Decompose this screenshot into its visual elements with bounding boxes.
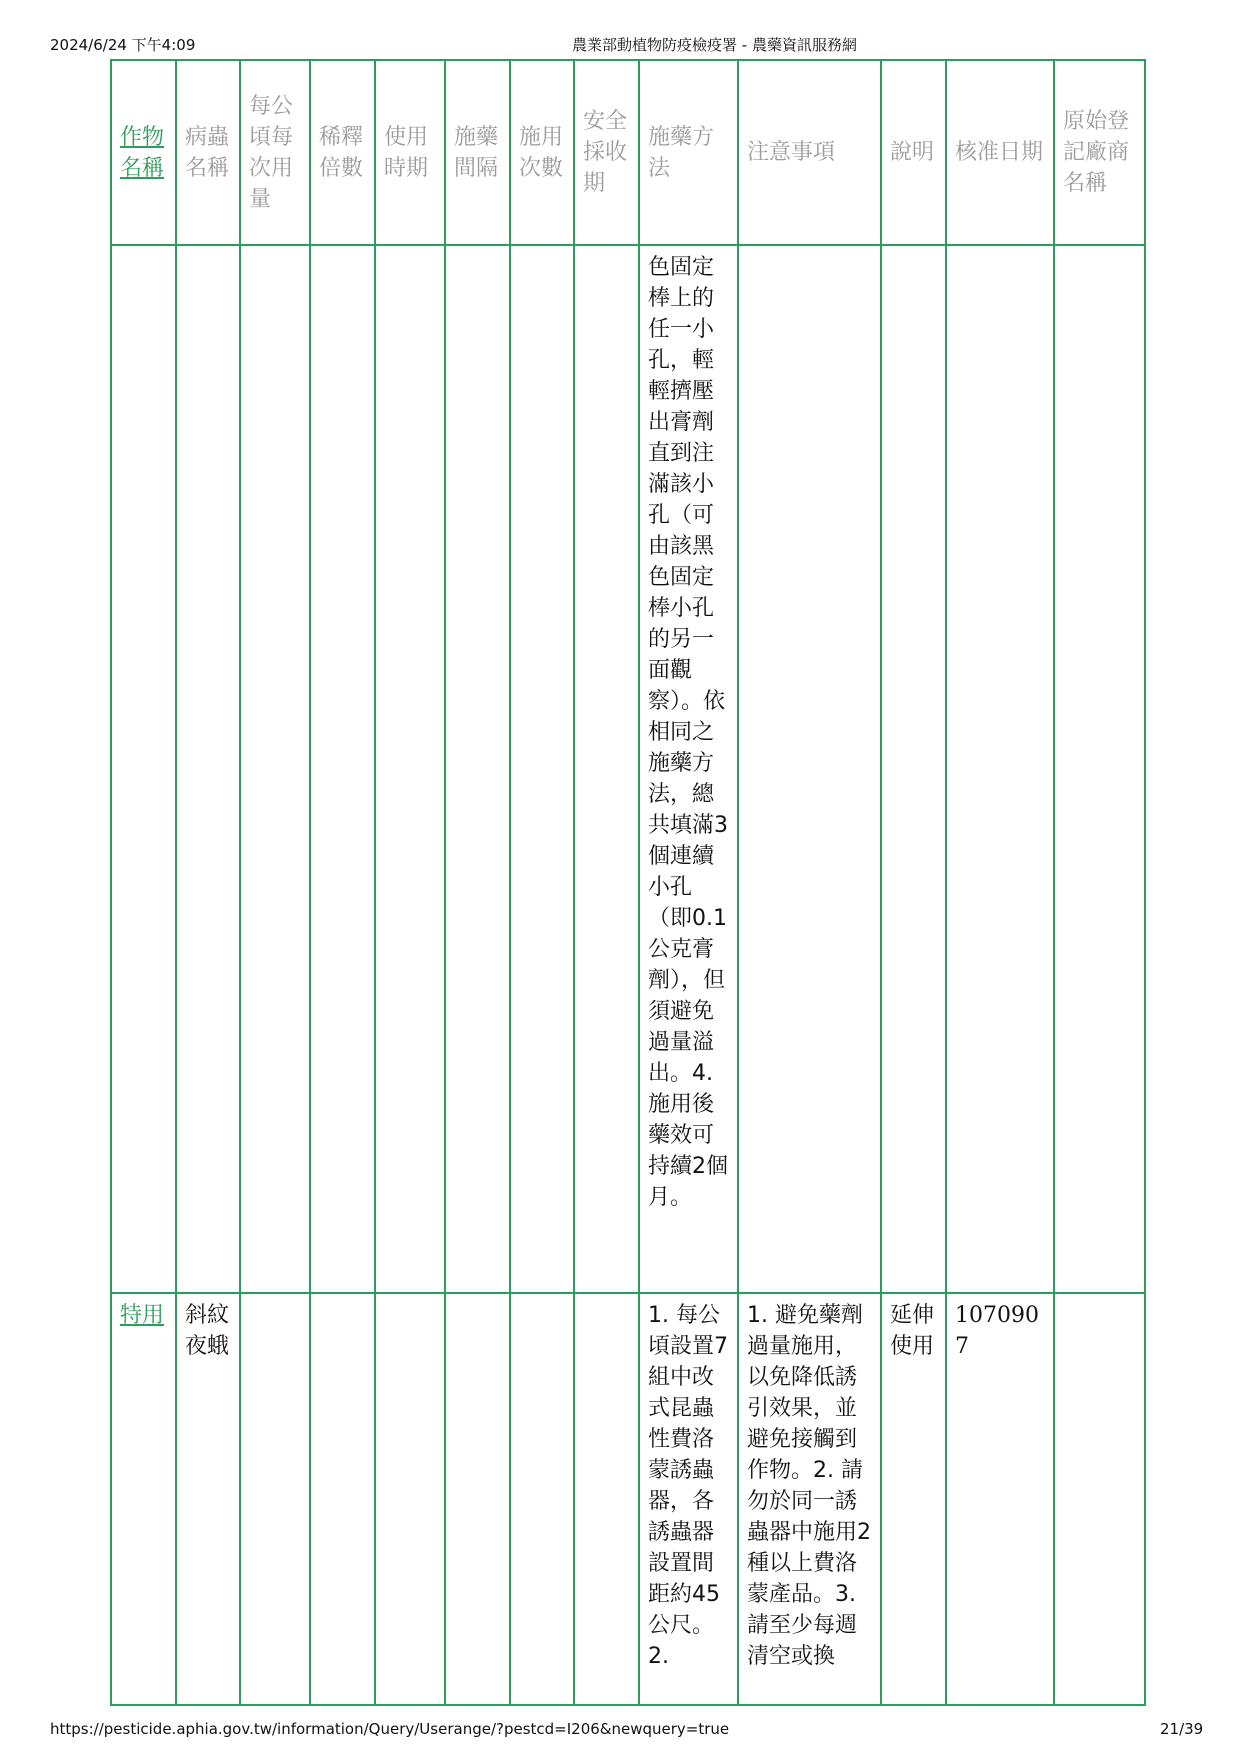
sort-link-crop-name[interactable]: 作物名稱 <box>120 124 165 181</box>
cell-interval <box>445 245 510 1293</box>
pesticide-usage-table <box>110 59 1146 1706</box>
cell-remark: 延伸使用 <box>881 1293 946 1705</box>
cell-dilution <box>310 245 375 1293</box>
cell-dosage <box>240 245 310 1293</box>
table-row <box>111 245 1145 1293</box>
cell-interval <box>445 1293 510 1705</box>
crop-link[interactable]: 特用 <box>120 1303 165 1328</box>
print-url: https://pesticide.aphia.gov.tw/information/Query/Userange/?pestcd=I206&newquery=true <box>50 1720 730 1738</box>
print-date: 2024/6/24 下午4:09 <box>50 36 196 54</box>
col-times: 施用次數 <box>510 60 574 245</box>
col-interval: 施藥間隔 <box>445 60 510 245</box>
cell-safe-harvest <box>574 245 639 1293</box>
col-crop-name[interactable] <box>111 60 176 245</box>
page-number: 21/39 <box>1160 1720 1204 1738</box>
cell-method: 1. 每公頃設置7組中改式昆蟲性費洛蒙誘蟲器，各誘蟲器設置間距約45公尺。2. <box>639 1293 738 1705</box>
cell-pest <box>176 245 240 1293</box>
cell-approval-date: 1070907 <box>946 1293 1054 1705</box>
col-registrant: 原始登記廠商名稱 <box>1054 60 1145 245</box>
col-dosage: 每公頃每次用量 <box>240 60 310 245</box>
cell-registrant <box>1054 245 1145 1293</box>
print-footer <box>0 1720 1241 1740</box>
col-dilution: 稀釋倍數 <box>310 60 375 245</box>
print-header <box>0 34 1241 54</box>
table-row <box>111 1293 1145 1705</box>
cell-safe-harvest <box>574 1293 639 1705</box>
cell-dilution <box>310 1293 375 1705</box>
cell-times <box>510 245 574 1293</box>
col-remark: 說明 <box>881 60 946 245</box>
col-method: 施藥方法 <box>639 60 738 245</box>
col-pest-name: 病蟲名稱 <box>176 60 240 245</box>
cell-method: 色固定棒上的任一小孔，輕輕擠壓出膏劑直到注滿該小孔（可由該黑色固定棒小孔的另一面觀察）。依相同之施藥方法，總共填滿3個連續小孔（即0.1公克膏劑），但須避免過量溢出。4. 施用後藥效可持續2個月。 <box>639 245 738 1293</box>
cell-remark <box>881 245 946 1293</box>
col-approval-date: 核准日期 <box>946 60 1054 245</box>
cell-crop[interactable] <box>111 1293 176 1705</box>
cell-approval-date <box>946 245 1054 1293</box>
cell-pest: 斜紋夜蛾 <box>176 1293 240 1705</box>
cell-dosage <box>240 1293 310 1705</box>
table-header-row <box>111 60 1145 245</box>
cell-registrant <box>1054 1293 1145 1705</box>
col-safe-harvest: 安全採收期 <box>574 60 639 245</box>
cell-times <box>510 1293 574 1705</box>
cell-timing <box>375 245 445 1293</box>
print-page-title: 農業部動植物防疫檢疫署 - 農藥資訊服務網 <box>572 36 857 54</box>
col-notes: 注意事項 <box>738 60 881 245</box>
col-timing: 使用時期 <box>375 60 445 245</box>
cell-timing <box>375 1293 445 1705</box>
cell-notes: 1. 避免藥劑過量施用，以免降低誘引效果，並避免接觸到作物。2. 請勿於同一誘蟲器中施用2種以上費洛蒙產品。3. 請至少每週清空或換 <box>738 1293 881 1705</box>
cell-crop <box>111 245 176 1293</box>
cell-notes <box>738 245 881 1293</box>
